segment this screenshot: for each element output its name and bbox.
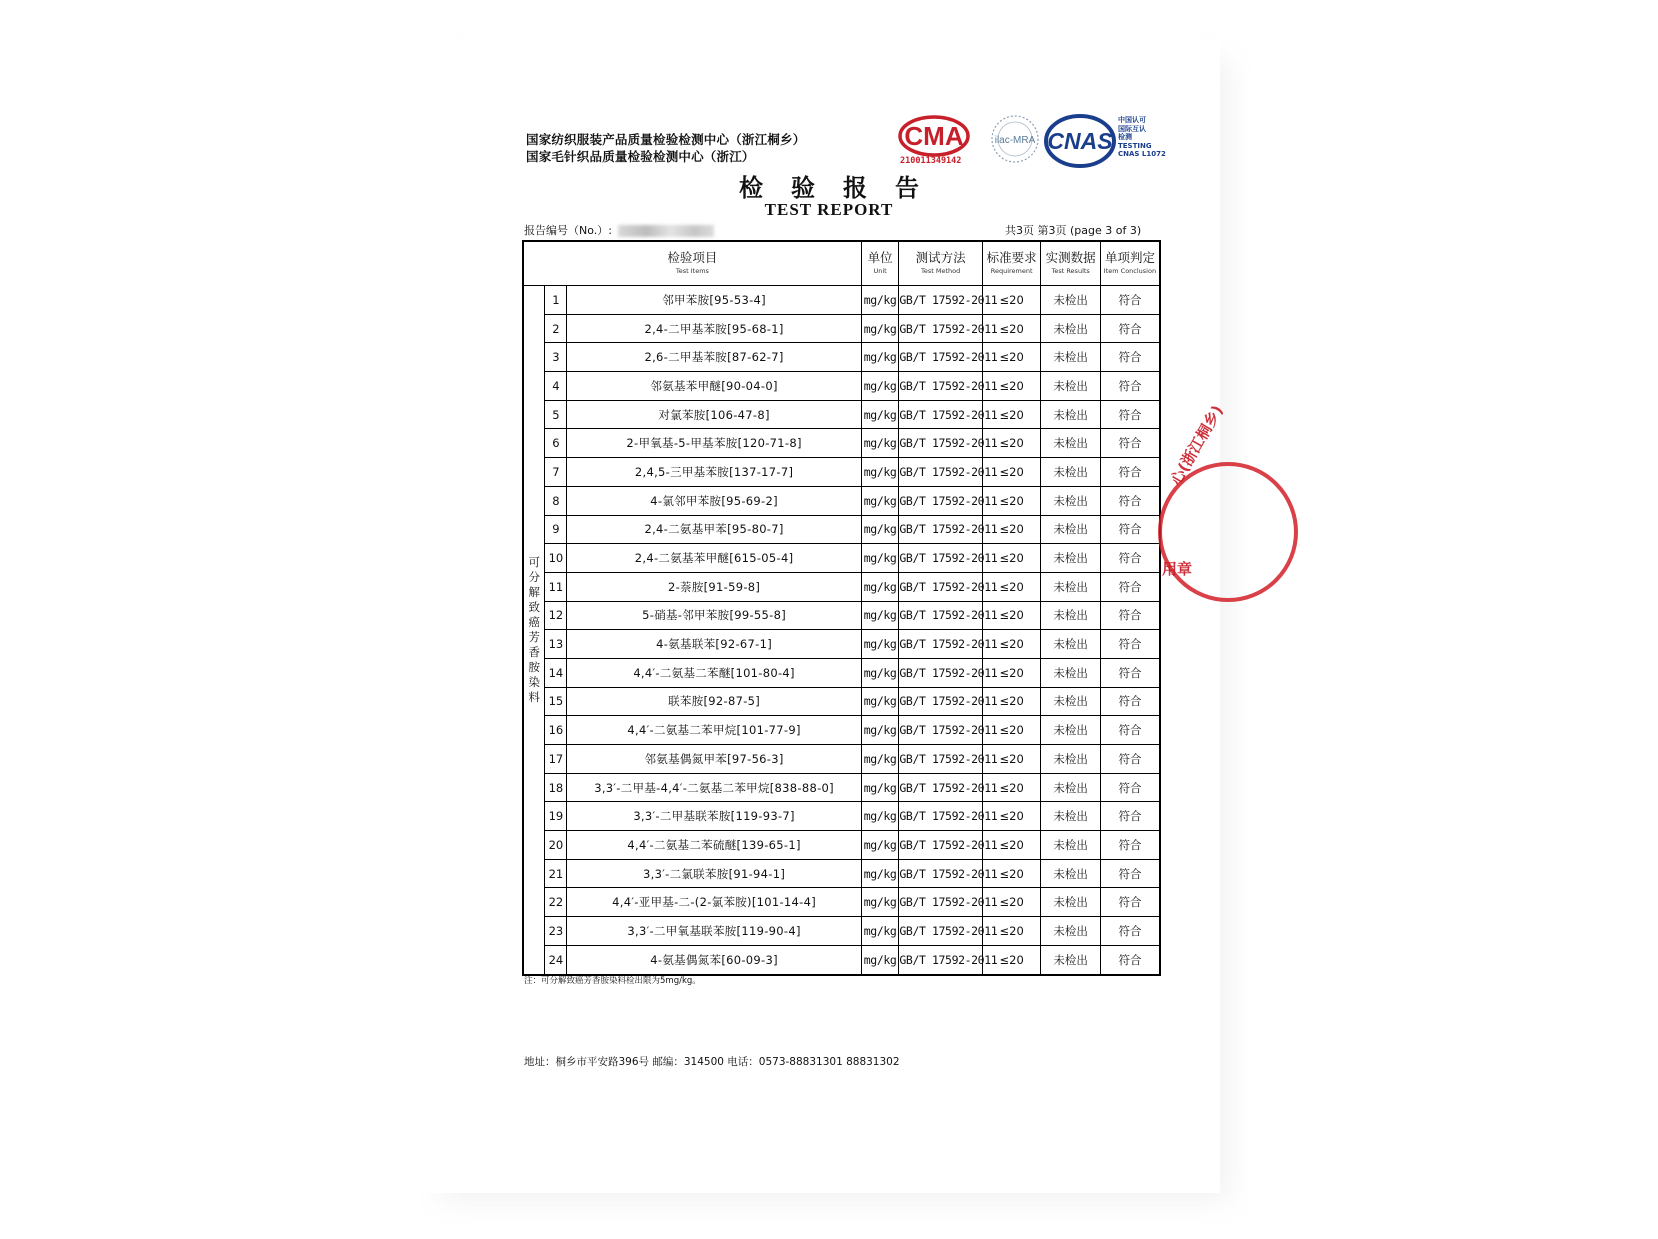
row-number: 21 xyxy=(545,859,567,888)
conclusion-cell: 符合 xyxy=(1100,888,1160,917)
header-unit: 单位 Unit xyxy=(861,241,899,286)
test-result-cell: 未检出 xyxy=(1041,773,1101,802)
table-row xyxy=(523,486,1160,515)
table-row xyxy=(523,429,1160,458)
table-row xyxy=(523,515,1160,544)
requirement-cell: ≤20 xyxy=(982,343,1040,372)
test-item-name: 4,4′-二氨基二苯硫醚[139-65-1] xyxy=(567,831,861,860)
conclusion-cell: 符合 xyxy=(1100,802,1160,831)
test-item-name: 邻氨基偶氮甲苯[97-56-3] xyxy=(567,745,861,774)
conclusion-cell: 符合 xyxy=(1100,486,1160,515)
test-result-cell: 未检出 xyxy=(1041,429,1101,458)
test-method-cell: GB/T 17592-2011 xyxy=(899,400,983,429)
row-number: 17 xyxy=(545,745,567,774)
requirement-cell: ≤20 xyxy=(982,859,1040,888)
test-method-cell: GB/T 17592-2011 xyxy=(899,917,983,946)
conclusion-cell: 符合 xyxy=(1100,372,1160,401)
test-item-name: 2,6-二甲基苯胺[87-62-7] xyxy=(567,343,861,372)
row-number: 6 xyxy=(545,429,567,458)
conclusion-cell: 符合 xyxy=(1100,630,1160,659)
requirement-cell: ≤20 xyxy=(982,572,1040,601)
row-number: 18 xyxy=(545,773,567,802)
conclusion-cell: 符合 xyxy=(1100,515,1160,544)
test-method-cell: GB/T 17592-2011 xyxy=(899,372,983,401)
requirement-cell: ≤20 xyxy=(982,802,1040,831)
table-row xyxy=(523,888,1160,917)
test-results-table xyxy=(522,240,1161,976)
row-number: 9 xyxy=(545,515,567,544)
row-number: 1 xyxy=(545,286,567,315)
table-row xyxy=(523,687,1160,716)
conclusion-cell: 符合 xyxy=(1100,544,1160,573)
category-char: 致 xyxy=(528,599,540,614)
row-number: 15 xyxy=(545,687,567,716)
requirement-cell: ≤20 xyxy=(982,687,1040,716)
conclusion-cell: 符合 xyxy=(1100,687,1160,716)
test-result-cell: 未检出 xyxy=(1041,372,1101,401)
test-item-name: 4,4′-二氨基二苯甲烷[101-77-9] xyxy=(567,716,861,745)
unit-cell: mg/kg xyxy=(861,687,899,716)
page-info: 共3页 第3页 (page 3 of 3) xyxy=(1005,224,1142,237)
test-item-name: 5-硝基-邻甲苯胺[99-55-8] xyxy=(567,601,861,630)
test-result-cell: 未检出 xyxy=(1041,716,1101,745)
test-method-cell: GB/T 17592-2011 xyxy=(899,802,983,831)
category-char: 料 xyxy=(528,689,540,704)
table-row xyxy=(523,544,1160,573)
cnas-logo-icon xyxy=(1044,114,1116,168)
row-number: 16 xyxy=(545,716,567,745)
title-char: 验 xyxy=(791,173,829,202)
row-number: 14 xyxy=(545,658,567,687)
row-number: 11 xyxy=(545,572,567,601)
unit-cell: mg/kg xyxy=(861,486,899,515)
row-number: 8 xyxy=(545,486,567,515)
unit-cell: mg/kg xyxy=(861,888,899,917)
test-item-name: 邻氨基苯甲醚[90-04-0] xyxy=(567,372,861,401)
conclusion-cell: 符合 xyxy=(1100,601,1160,630)
requirement-cell: ≤20 xyxy=(982,658,1040,687)
test-method-cell: GB/T 17592-2011 xyxy=(899,658,983,687)
test-method-cell: GB/T 17592-2011 xyxy=(899,687,983,716)
test-result-cell: 未检出 xyxy=(1041,831,1101,860)
unit-cell: mg/kg xyxy=(861,343,899,372)
requirement-cell: ≤20 xyxy=(982,630,1040,659)
test-result-cell: 未检出 xyxy=(1041,544,1101,573)
report-number-label: 报告编号（No.）: xyxy=(524,224,612,237)
test-item-name: 4-氨基偶氮苯[60-09-3] xyxy=(567,945,861,974)
test-result-cell: 未检出 xyxy=(1041,601,1101,630)
table-row xyxy=(523,802,1160,831)
requirement-cell: ≤20 xyxy=(982,372,1040,401)
test-method-cell: GB/T 17592-2011 xyxy=(899,745,983,774)
table-row xyxy=(523,716,1160,745)
footnote: 注：可分解致癌芳香胺染料检出限为5mg/kg。 xyxy=(524,976,701,986)
test-item-name: 2,4-二氨基甲苯[95-80-7] xyxy=(567,515,861,544)
requirement-cell: ≤20 xyxy=(982,773,1040,802)
category-char: 可 xyxy=(528,554,540,569)
test-result-cell: 未检出 xyxy=(1041,458,1101,487)
table-row xyxy=(523,658,1160,687)
seal-text-bottom: 用章 xyxy=(1162,560,1193,578)
test-result-cell: 未检出 xyxy=(1041,859,1101,888)
test-result-cell: 未检出 xyxy=(1041,745,1101,774)
table-row xyxy=(523,400,1160,429)
unit-cell: mg/kg xyxy=(861,286,899,315)
requirement-cell: ≤20 xyxy=(982,486,1040,515)
report-title-cn xyxy=(0,168,1658,203)
unit-cell: mg/kg xyxy=(861,745,899,774)
table-row xyxy=(523,572,1160,601)
unit-cell: mg/kg xyxy=(861,802,899,831)
conclusion-cell: 符合 xyxy=(1100,314,1160,343)
conclusion-cell: 符合 xyxy=(1100,831,1160,860)
row-number: 12 xyxy=(545,601,567,630)
cnas-logo-text: CNAS xyxy=(1047,128,1113,154)
test-result-cell: 未检出 xyxy=(1041,400,1101,429)
unit-cell: mg/kg xyxy=(861,773,899,802)
test-method-cell: GB/T 17592-2011 xyxy=(899,458,983,487)
unit-cell: mg/kg xyxy=(861,314,899,343)
table-row xyxy=(523,458,1160,487)
conclusion-cell: 符合 xyxy=(1100,572,1160,601)
requirement-cell: ≤20 xyxy=(982,515,1040,544)
requirement-cell: ≤20 xyxy=(982,400,1040,429)
test-method-cell: GB/T 17592-2011 xyxy=(899,544,983,573)
requirement-cell: ≤20 xyxy=(982,745,1040,774)
category-char: 分 xyxy=(528,569,540,584)
test-item-name: 4,4′-亚甲基-二-(2-氯苯胺)[101-14-4] xyxy=(567,888,861,917)
test-result-cell: 未检出 xyxy=(1041,343,1101,372)
requirement-cell: ≤20 xyxy=(982,544,1040,573)
cma-logo-text: CMA xyxy=(904,121,964,151)
test-item-name: 4-氯邻甲苯胺[95-69-2] xyxy=(567,486,861,515)
test-method-cell: GB/T 17592-2011 xyxy=(899,888,983,917)
test-method-cell: GB/T 17592-2011 xyxy=(899,343,983,372)
unit-cell: mg/kg xyxy=(861,400,899,429)
unit-cell: mg/kg xyxy=(861,458,899,487)
conclusion-cell: 符合 xyxy=(1100,745,1160,774)
unit-cell: mg/kg xyxy=(861,630,899,659)
row-number: 13 xyxy=(545,630,567,659)
header-item-conclusion: 单项判定 Item Conclusion xyxy=(1100,241,1160,286)
table-row xyxy=(523,859,1160,888)
report-title-en: TEST REPORT xyxy=(764,200,894,219)
conclusion-cell: 符合 xyxy=(1100,343,1160,372)
unit-cell: mg/kg xyxy=(861,544,899,573)
table-row xyxy=(523,286,1160,315)
test-result-cell: 未检出 xyxy=(1041,314,1101,343)
requirement-cell: ≤20 xyxy=(982,429,1040,458)
test-method-cell: GB/T 17592-2011 xyxy=(899,831,983,860)
test-result-cell: 未检出 xyxy=(1041,687,1101,716)
ilac-mra-logo-icon xyxy=(987,114,1043,164)
test-result-cell: 未检出 xyxy=(1041,917,1101,946)
test-result-cell: 未检出 xyxy=(1041,658,1101,687)
conclusion-cell: 符合 xyxy=(1100,286,1160,315)
unit-cell: mg/kg xyxy=(861,429,899,458)
requirement-cell: ≤20 xyxy=(982,831,1040,860)
unit-cell: mg/kg xyxy=(861,515,899,544)
test-item-name: 2,4-二氨基苯甲醚[615-05-4] xyxy=(567,544,861,573)
header-requirement: 标准要求 Requirement xyxy=(982,241,1040,286)
category-char: 胺 xyxy=(528,659,540,674)
organization-name-2: 国家毛针织品质量检验检测中心（浙江） xyxy=(526,149,755,164)
conclusion-cell: 符合 xyxy=(1100,658,1160,687)
category-cell xyxy=(523,286,545,975)
row-number: 24 xyxy=(545,945,567,974)
test-result-cell: 未检出 xyxy=(1041,286,1101,315)
test-item-name: 对氯苯胺[106-47-8] xyxy=(567,400,861,429)
header-test-results: 实测数据 Test Results xyxy=(1041,241,1101,286)
title-char: 检 xyxy=(739,173,777,202)
test-method-cell: GB/T 17592-2011 xyxy=(899,286,983,315)
row-number: 3 xyxy=(545,343,567,372)
row-number: 22 xyxy=(545,888,567,917)
category-char: 芳 xyxy=(528,629,540,644)
table-row xyxy=(523,630,1160,659)
conclusion-cell: 符合 xyxy=(1100,917,1160,946)
test-item-name: 2,4-二甲基苯胺[95-68-1] xyxy=(567,314,861,343)
conclusion-cell: 符合 xyxy=(1100,716,1160,745)
test-method-cell: GB/T 17592-2011 xyxy=(899,486,983,515)
test-method-cell: GB/T 17592-2011 xyxy=(899,716,983,745)
row-number: 5 xyxy=(545,400,567,429)
title-char: 告 xyxy=(895,173,933,202)
table-row xyxy=(523,773,1160,802)
test-item-name: 3,3′-二甲氧基联苯胺[119-90-4] xyxy=(567,917,861,946)
table-body xyxy=(523,286,1160,975)
test-item-name: 3,3′-二甲基联苯胺[119-93-7] xyxy=(567,802,861,831)
test-result-cell: 未检出 xyxy=(1041,945,1101,974)
test-item-name: 4,4′-二氨基二苯醚[101-80-4] xyxy=(567,658,861,687)
test-result-cell: 未检出 xyxy=(1041,888,1101,917)
cma-number: 210011349142 xyxy=(900,156,962,166)
conclusion-cell: 符合 xyxy=(1100,458,1160,487)
unit-cell: mg/kg xyxy=(861,716,899,745)
unit-cell: mg/kg xyxy=(861,572,899,601)
conclusion-cell: 符合 xyxy=(1100,859,1160,888)
test-item-name: 3,3′-二甲基-4,4′-二氨基二苯甲烷[838-88-0] xyxy=(567,773,861,802)
table-row xyxy=(523,831,1160,860)
header-test-items: 检验项目 Test Items xyxy=(523,241,861,286)
unit-cell: mg/kg xyxy=(861,831,899,860)
test-item-name: 2-萘胺[91-59-8] xyxy=(567,572,861,601)
table-row xyxy=(523,343,1160,372)
row-number: 2 xyxy=(545,314,567,343)
test-method-cell: GB/T 17592-2011 xyxy=(899,515,983,544)
test-result-cell: 未检出 xyxy=(1041,515,1101,544)
table-row xyxy=(523,314,1160,343)
test-result-cell: 未检出 xyxy=(1041,572,1101,601)
test-method-cell: GB/T 17592-2011 xyxy=(899,601,983,630)
test-method-cell: GB/T 17592-2011 xyxy=(899,773,983,802)
test-method-cell: GB/T 17592-2011 xyxy=(899,429,983,458)
requirement-cell: ≤20 xyxy=(982,945,1040,974)
organization-name-1: 国家纺织服装产品质量检验检测中心（浙江桐乡） xyxy=(526,132,806,147)
row-number: 20 xyxy=(545,831,567,860)
test-item-name: 联苯胺[92-87-5] xyxy=(567,687,861,716)
test-method-cell: GB/T 17592-2011 xyxy=(899,314,983,343)
test-result-cell: 未检出 xyxy=(1041,630,1101,659)
test-item-name: 2-甲氧基-5-甲基苯胺[120-71-8] xyxy=(567,429,861,458)
test-method-cell: GB/T 17592-2011 xyxy=(899,945,983,974)
table-header-row xyxy=(523,241,1160,286)
requirement-cell: ≤20 xyxy=(982,888,1040,917)
table-row xyxy=(523,945,1160,974)
conclusion-cell: 符合 xyxy=(1100,945,1160,974)
conclusion-cell: 符合 xyxy=(1100,400,1160,429)
redacted-report-number xyxy=(618,225,714,237)
requirement-cell: ≤20 xyxy=(982,716,1040,745)
category-char: 染 xyxy=(528,674,540,689)
unit-cell: mg/kg xyxy=(861,372,899,401)
title-char: 报 xyxy=(843,173,881,202)
row-number: 10 xyxy=(545,544,567,573)
requirement-cell: ≤20 xyxy=(982,458,1040,487)
requirement-cell: ≤20 xyxy=(982,601,1040,630)
unit-cell: mg/kg xyxy=(861,945,899,974)
table-row xyxy=(523,745,1160,774)
unit-cell: mg/kg xyxy=(861,859,899,888)
row-number: 4 xyxy=(545,372,567,401)
row-number: 7 xyxy=(545,458,567,487)
test-item-name: 4-氨基联苯[92-67-1] xyxy=(567,630,861,659)
unit-cell: mg/kg xyxy=(861,917,899,946)
category-char: 癌 xyxy=(528,614,540,629)
table-row xyxy=(523,917,1160,946)
category-char: 香 xyxy=(528,644,540,659)
test-method-cell: GB/T 17592-2011 xyxy=(899,859,983,888)
table-row xyxy=(523,372,1160,401)
report-number xyxy=(524,222,714,238)
table-row xyxy=(523,601,1160,630)
cnas-side-text: 中国认可 国际互认 检测 TESTING CNAS L1072 xyxy=(1118,116,1166,158)
cma-logo-icon xyxy=(898,114,970,158)
header-test-method: 测试方法 Test Method xyxy=(899,241,983,286)
test-item-name: 2,4,5-三甲基苯胺[137-17-7] xyxy=(567,458,861,487)
unit-cell: mg/kg xyxy=(861,658,899,687)
category-char: 解 xyxy=(528,584,540,599)
row-number: 23 xyxy=(545,917,567,946)
test-result-cell: 未检出 xyxy=(1041,802,1101,831)
row-number: 19 xyxy=(545,802,567,831)
requirement-cell: ≤20 xyxy=(982,286,1040,315)
requirement-cell: ≤20 xyxy=(982,917,1040,946)
test-result-cell: 未检出 xyxy=(1041,486,1101,515)
test-item-name: 3,3′-二氯联苯胺[91-94-1] xyxy=(567,859,861,888)
unit-cell: mg/kg xyxy=(861,601,899,630)
seal-text-arc: 心(浙江桐乡) xyxy=(1166,402,1227,488)
test-method-cell: GB/T 17592-2011 xyxy=(899,572,983,601)
requirement-cell: ≤20 xyxy=(982,314,1040,343)
conclusion-cell: 符合 xyxy=(1100,773,1160,802)
ilac-logo-text: ilac-MRA xyxy=(994,135,1036,146)
test-item-name: 邻甲苯胺[95-53-4] xyxy=(567,286,861,315)
test-method-cell: GB/T 17592-2011 xyxy=(899,630,983,659)
address-line: 地址：桐乡市平安路396号 邮编：314500 电话：0573-88831301 88831302 xyxy=(524,1056,900,1068)
conclusion-cell: 符合 xyxy=(1100,429,1160,458)
